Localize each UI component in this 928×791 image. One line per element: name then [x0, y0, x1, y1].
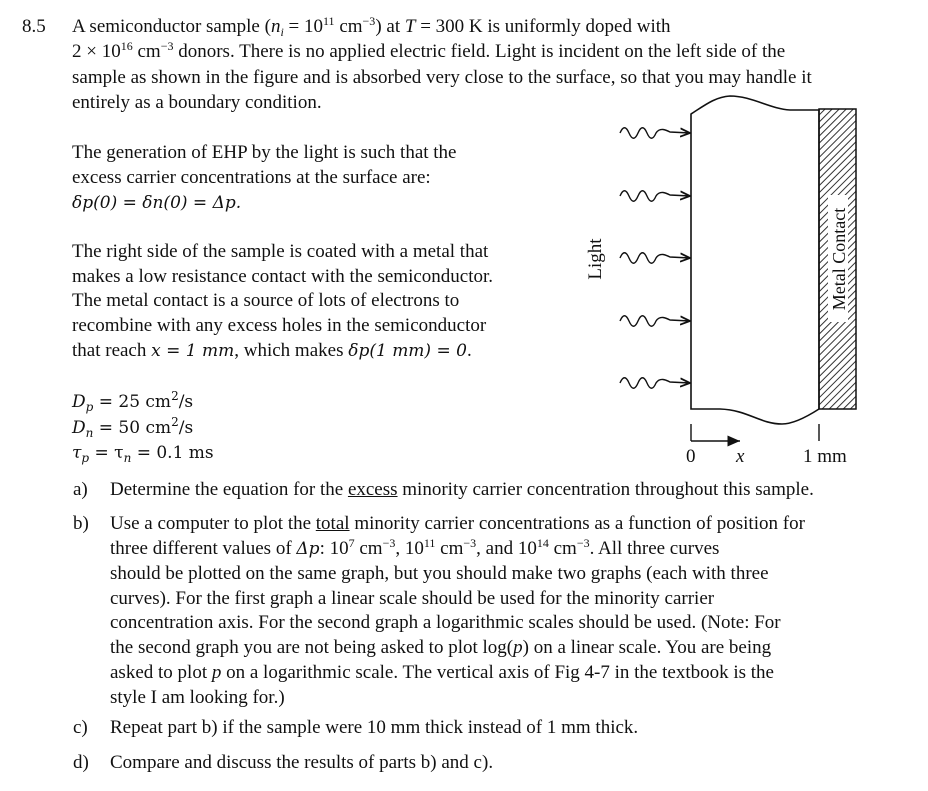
text: , and 10	[476, 538, 537, 559]
part-b-line-8: style I am looking for.)	[110, 687, 285, 708]
light-arrow-icon	[620, 253, 690, 264]
exponent: 16	[120, 39, 133, 53]
generation-line-1: The generation of EHP by the light is such that the	[72, 142, 457, 163]
text: = 10	[283, 16, 323, 37]
part-c-label: c)	[73, 717, 88, 738]
text: 2 × 10	[72, 41, 121, 62]
subscript: i	[280, 25, 284, 39]
symbol: τ	[72, 443, 82, 463]
part-c-text: Repeat part b) if the sample were 10 mm thick instead of 1 mm thick.	[110, 717, 639, 738]
exponent: −3	[576, 536, 590, 550]
part-d-label: d)	[73, 752, 89, 773]
math-expression: x = 1 mm	[151, 341, 235, 361]
part-b-line-7	[110, 661, 774, 685]
exponent: −3	[160, 39, 174, 53]
exponent: 11	[323, 14, 335, 28]
problem-number: 8.5	[22, 16, 46, 37]
part-b-line-4: curves). For the first graph a linear scale should be used for the minority carrier	[110, 588, 715, 609]
part-a-label: a)	[73, 479, 88, 500]
text: on a logarithmic scale. The vertical axis of Fig 4-7 in the textbook is the	[221, 662, 774, 683]
unit: cm	[435, 538, 464, 559]
temperature-symbol: T	[404, 16, 416, 37]
axis-variable-label: x	[736, 446, 745, 467]
subscript: n	[123, 451, 132, 465]
delta-p-symbol: Δp	[296, 539, 320, 559]
part-b-label: b)	[73, 513, 89, 534]
text: asked to plot	[110, 662, 212, 683]
exponent: 14	[536, 536, 549, 550]
param-dp	[72, 390, 193, 414]
text: the second graph you are not being asked to plot log(	[110, 637, 514, 658]
subscript: p	[85, 400, 94, 414]
exponent: −3	[382, 536, 396, 550]
param-dn	[72, 416, 193, 440]
p-symbol: p	[513, 637, 523, 658]
exponent: −3	[362, 14, 376, 28]
semiconductor-sample-figure	[570, 85, 900, 470]
x-axis-indicator	[691, 424, 819, 441]
part-b-line-1	[110, 512, 805, 536]
value: = 50 cm	[93, 418, 172, 438]
intro-line-1	[72, 15, 671, 39]
exponent: 7	[348, 536, 355, 550]
part-b-line-3: should be plotted on the same graph, but you should make two graphs (each with three	[110, 563, 769, 584]
text: A semiconductor sample (	[72, 16, 271, 37]
boundary-condition-equation: δp(0) = δn(0) = Δp.	[72, 193, 242, 213]
text: Determine the equation for the	[110, 479, 348, 500]
emphasis: total	[315, 513, 350, 534]
part-a-text	[110, 478, 814, 502]
light-arrow-icon	[620, 128, 690, 139]
contact-line-4: recombine with any excess holes in the semiconductor	[72, 315, 487, 336]
subscript: p	[81, 451, 90, 465]
value: = 0.1 ms	[131, 443, 214, 463]
text: donors. There is no applied electric field. Light is incident on the left side of the	[173, 41, 786, 62]
part-d-text: Compare and discuss the results of parts b) and c).	[110, 752, 494, 773]
exponent: 2	[171, 389, 179, 403]
unit: cm	[548, 538, 577, 559]
light-label: Light	[585, 238, 606, 280]
part-b-line-5: concentration axis. For the second graph a logarithmic scales should be used. (Note: For	[110, 612, 781, 633]
text: , which makes	[234, 340, 349, 361]
unit: cm	[354, 538, 383, 559]
symbol: D	[72, 418, 86, 438]
intro-line-2	[72, 40, 785, 64]
text: = τ	[89, 443, 124, 463]
metal-contact-label: Metal Contact	[829, 207, 849, 311]
text: Use a computer to plot the	[110, 513, 316, 534]
generation-line-2: excess carrier concentrations at the surface are:	[72, 167, 431, 188]
ni-symbol: n	[270, 16, 281, 37]
subscript: n	[85, 426, 94, 440]
unit: /s	[178, 392, 194, 412]
unit: cm	[334, 16, 363, 37]
exponent: 11	[423, 536, 436, 550]
part-b-line-2	[110, 537, 719, 561]
contact-line-3: The metal contact is a source of lots of electrons to	[72, 290, 460, 311]
intro-line-4: entirely as a boundary condition.	[72, 92, 322, 113]
sample-outline	[691, 96, 819, 424]
text: : 10	[319, 538, 349, 559]
text: ) on a linear scale. You are being	[522, 637, 772, 658]
text: three different values of	[110, 538, 297, 559]
axis-origin-label: 0	[686, 446, 696, 467]
text: , 10	[395, 538, 424, 559]
emphasis: excess	[347, 479, 398, 500]
text: that reach	[72, 340, 152, 361]
axis-end-label: 1 mm	[803, 446, 847, 467]
light-arrow-icon	[620, 316, 690, 327]
text: = 300 K is uniformly doped with	[415, 16, 671, 37]
p-symbol: p	[211, 662, 222, 683]
light-arrows	[620, 128, 690, 389]
symbol: D	[72, 392, 86, 412]
exponent: 2	[171, 415, 179, 429]
text: minority carrier concentrations as a function of position for	[349, 513, 805, 534]
light-arrow-icon	[620, 191, 690, 202]
text: . All three curves	[589, 538, 720, 559]
param-tau	[72, 441, 214, 465]
part-b-line-6	[110, 636, 771, 660]
text: ) at	[375, 16, 405, 37]
light-arrow-icon	[620, 378, 690, 389]
unit: cm	[132, 41, 161, 62]
exponent: −3	[463, 536, 477, 550]
unit: /s	[178, 418, 194, 438]
contact-line-2: makes a low resistance contact with the semiconductor.	[72, 266, 494, 287]
text: minority carrier concentration throughout this sample.	[397, 479, 814, 500]
contact-line-5	[72, 339, 472, 363]
text: .	[466, 340, 472, 361]
math-expression: δp(1 mm) = 0	[348, 341, 467, 361]
intro-line-3: sample as shown in the figure and is absorbed very close to the surface, so that you may handle it	[72, 67, 812, 88]
contact-line-1: The right side of the sample is coated with a metal that	[72, 241, 489, 262]
value: = 25 cm	[93, 392, 172, 412]
